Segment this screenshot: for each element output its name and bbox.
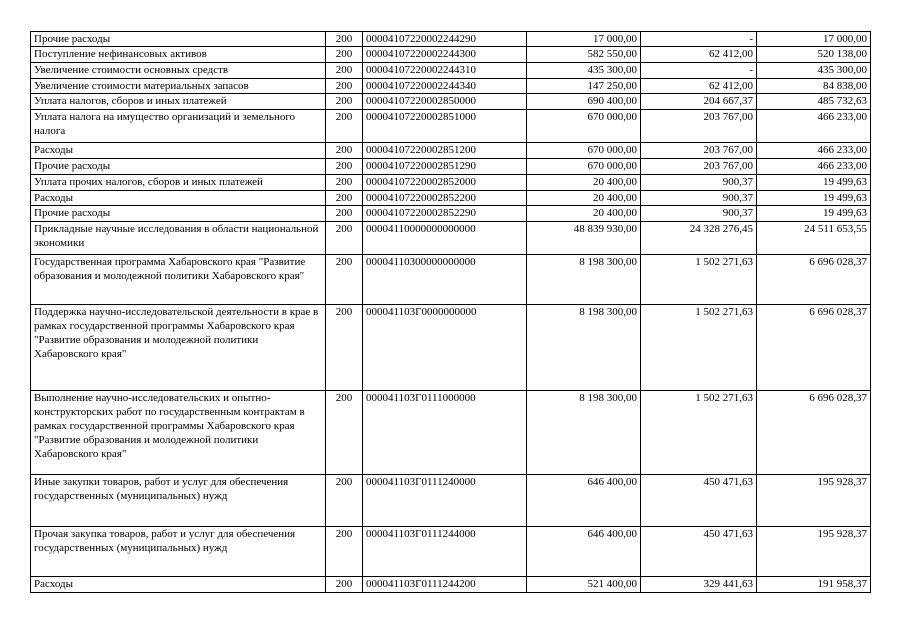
cell-line-code: 200 (326, 305, 363, 391)
table-row (31, 110, 871, 143)
cell-name: Уплата прочих налогов, сборов и иных платежей (31, 175, 326, 191)
cell-budget-code: 000041103Г0111244200 (363, 577, 527, 593)
cell-executed: 329 441,63 (641, 577, 757, 593)
cell-name: Уплата налогов, сборов и иных платежей (31, 94, 326, 110)
cell-approved: 582 550,00 (527, 47, 641, 63)
table-row (31, 305, 871, 391)
cell-approved: 20 400,00 (527, 191, 641, 206)
table-row (31, 222, 871, 255)
table-row (31, 47, 871, 63)
cell-budget-code: 00004110000000000000 (363, 222, 527, 255)
cell-unexecuted: 19 499,63 (757, 191, 871, 206)
cell-budget-code: 00004107220002851200 (363, 143, 527, 159)
cell-unexecuted: 24 511 653,55 (757, 222, 871, 255)
cell-budget-code: 00004110300000000000 (363, 255, 527, 305)
cell-budget-code: 00004107220002852000 (363, 175, 527, 191)
cell-unexecuted: 466 233,00 (757, 110, 871, 143)
table-row (31, 475, 871, 527)
cell-name: Увеличение стоимости материальных запасов (31, 79, 326, 94)
cell-budget-code: 00004107220002851290 (363, 159, 527, 175)
cell-budget-code: 00004107220002244340 (363, 79, 527, 94)
cell-name: Иные закупки товаров, работ и услуг для обеспечения государственных (муниципальных) нужд (31, 475, 326, 527)
cell-line-code: 200 (326, 32, 363, 47)
cell-budget-code: 00004107220002244290 (363, 32, 527, 47)
cell-approved: 521 400,00 (527, 577, 641, 593)
cell-name: Государственная программа Хабаровского края "Развитие образования и молодежной политики Хабаровского края" (31, 255, 326, 305)
cell-line-code: 200 (326, 63, 363, 79)
budget-execution-table (30, 31, 871, 593)
table-row (31, 206, 871, 222)
cell-unexecuted: 6 696 028,37 (757, 255, 871, 305)
cell-line-code: 200 (326, 79, 363, 94)
cell-executed: 24 328 276,45 (641, 222, 757, 255)
cell-name: Расходы (31, 577, 326, 593)
cell-executed: 1 502 271,63 (641, 255, 757, 305)
cell-line-code: 200 (326, 391, 363, 475)
cell-line-code: 200 (326, 175, 363, 191)
cell-unexecuted: 435 300,00 (757, 63, 871, 79)
cell-unexecuted: 6 696 028,37 (757, 305, 871, 391)
cell-unexecuted: 19 499,63 (757, 206, 871, 222)
budget-report-page (30, 31, 870, 593)
cell-line-code: 200 (326, 94, 363, 110)
cell-unexecuted: 520 138,00 (757, 47, 871, 63)
table-row (31, 32, 871, 47)
cell-name: Выполнение научно-исследовательских и опытно-конструкторских работ по государственным контрактам в рамках государственной программы Хабаровского края "Развитие образования и молодежной политики Хабаровского края" (31, 391, 326, 475)
cell-approved: 20 400,00 (527, 206, 641, 222)
cell-executed: 62 412,00 (641, 79, 757, 94)
cell-approved: 8 198 300,00 (527, 255, 641, 305)
cell-approved: 670 000,00 (527, 110, 641, 143)
cell-budget-code: 000041103Г0111244000 (363, 527, 527, 577)
cell-budget-code: 00004107220002850000 (363, 94, 527, 110)
cell-unexecuted: 195 928,37 (757, 527, 871, 577)
cell-budget-code: 000041103Г0111000000 (363, 391, 527, 475)
cell-unexecuted: 84 838,00 (757, 79, 871, 94)
cell-line-code: 200 (326, 527, 363, 577)
cell-budget-code: 00004107220002244310 (363, 63, 527, 79)
table-row (31, 79, 871, 94)
cell-budget-code: 00004107220002852290 (363, 206, 527, 222)
table-row (31, 143, 871, 159)
cell-line-code: 200 (326, 255, 363, 305)
cell-name: Увеличение стоимости основных средств (31, 63, 326, 79)
table-row (31, 63, 871, 79)
cell-name: Прикладные научные исследования в области национальной экономики (31, 222, 326, 255)
cell-approved: 8 198 300,00 (527, 391, 641, 475)
cell-executed: - (641, 32, 757, 47)
cell-line-code: 200 (326, 475, 363, 527)
cell-unexecuted: 191 958,37 (757, 577, 871, 593)
cell-executed: - (641, 63, 757, 79)
cell-line-code: 200 (326, 47, 363, 63)
cell-unexecuted: 195 928,37 (757, 475, 871, 527)
cell-line-code: 200 (326, 143, 363, 159)
table-row (31, 577, 871, 593)
cell-executed: 203 767,00 (641, 110, 757, 143)
cell-budget-code: 00004107220002244300 (363, 47, 527, 63)
cell-executed: 1 502 271,63 (641, 305, 757, 391)
table-row (31, 391, 871, 475)
cell-approved: 435 300,00 (527, 63, 641, 79)
cell-line-code: 200 (326, 577, 363, 593)
cell-approved: 646 400,00 (527, 527, 641, 577)
cell-executed: 450 471,63 (641, 527, 757, 577)
cell-line-code: 200 (326, 191, 363, 206)
cell-unexecuted: 466 233,00 (757, 159, 871, 175)
cell-line-code: 200 (326, 206, 363, 222)
table-row (31, 175, 871, 191)
cell-approved: 20 400,00 (527, 175, 641, 191)
cell-name: Прочие расходы (31, 159, 326, 175)
cell-name: Расходы (31, 143, 326, 159)
table-row (31, 159, 871, 175)
cell-executed: 204 667,37 (641, 94, 757, 110)
table-body (31, 32, 871, 593)
cell-unexecuted: 6 696 028,37 (757, 391, 871, 475)
cell-unexecuted: 485 732,63 (757, 94, 871, 110)
cell-executed: 900,37 (641, 191, 757, 206)
cell-unexecuted: 17 000,00 (757, 32, 871, 47)
cell-executed: 62 412,00 (641, 47, 757, 63)
cell-line-code: 200 (326, 222, 363, 255)
cell-executed: 900,37 (641, 175, 757, 191)
cell-name: Прочие расходы (31, 32, 326, 47)
cell-budget-code: 00004107220002851000 (363, 110, 527, 143)
cell-line-code: 200 (326, 110, 363, 143)
cell-executed: 203 767,00 (641, 159, 757, 175)
cell-name: Поступление нефинансовых активов (31, 47, 326, 63)
cell-budget-code: 000041103Г0111240000 (363, 475, 527, 527)
cell-name: Уплата налога на имущество организаций и земельного налога (31, 110, 326, 143)
cell-budget-code: 000041103Г0000000000 (363, 305, 527, 391)
cell-executed: 900,37 (641, 206, 757, 222)
cell-name: Поддержка научно-исследовательской деятельности в крае в рамках государственной программы Хабаровского края "Развитие образования и молодежной политики Хабаровского края" (31, 305, 326, 391)
cell-unexecuted: 466 233,00 (757, 143, 871, 159)
cell-budget-code: 00004107220002852200 (363, 191, 527, 206)
cell-executed: 203 767,00 (641, 143, 757, 159)
cell-approved: 147 250,00 (527, 79, 641, 94)
cell-approved: 8 198 300,00 (527, 305, 641, 391)
cell-approved: 48 839 930,00 (527, 222, 641, 255)
cell-name: Прочие расходы (31, 206, 326, 222)
table-row (31, 527, 871, 577)
table-row (31, 191, 871, 206)
cell-name: Прочая закупка товаров, работ и услуг для обеспечения государственных (муниципальных) нужд (31, 527, 326, 577)
cell-approved: 646 400,00 (527, 475, 641, 527)
cell-line-code: 200 (326, 159, 363, 175)
cell-name: Расходы (31, 191, 326, 206)
cell-executed: 450 471,63 (641, 475, 757, 527)
cell-approved: 17 000,00 (527, 32, 641, 47)
cell-approved: 670 000,00 (527, 143, 641, 159)
cell-approved: 690 400,00 (527, 94, 641, 110)
table-row (31, 255, 871, 305)
table-row (31, 94, 871, 110)
cell-executed: 1 502 271,63 (641, 391, 757, 475)
cell-unexecuted: 19 499,63 (757, 175, 871, 191)
cell-approved: 670 000,00 (527, 159, 641, 175)
